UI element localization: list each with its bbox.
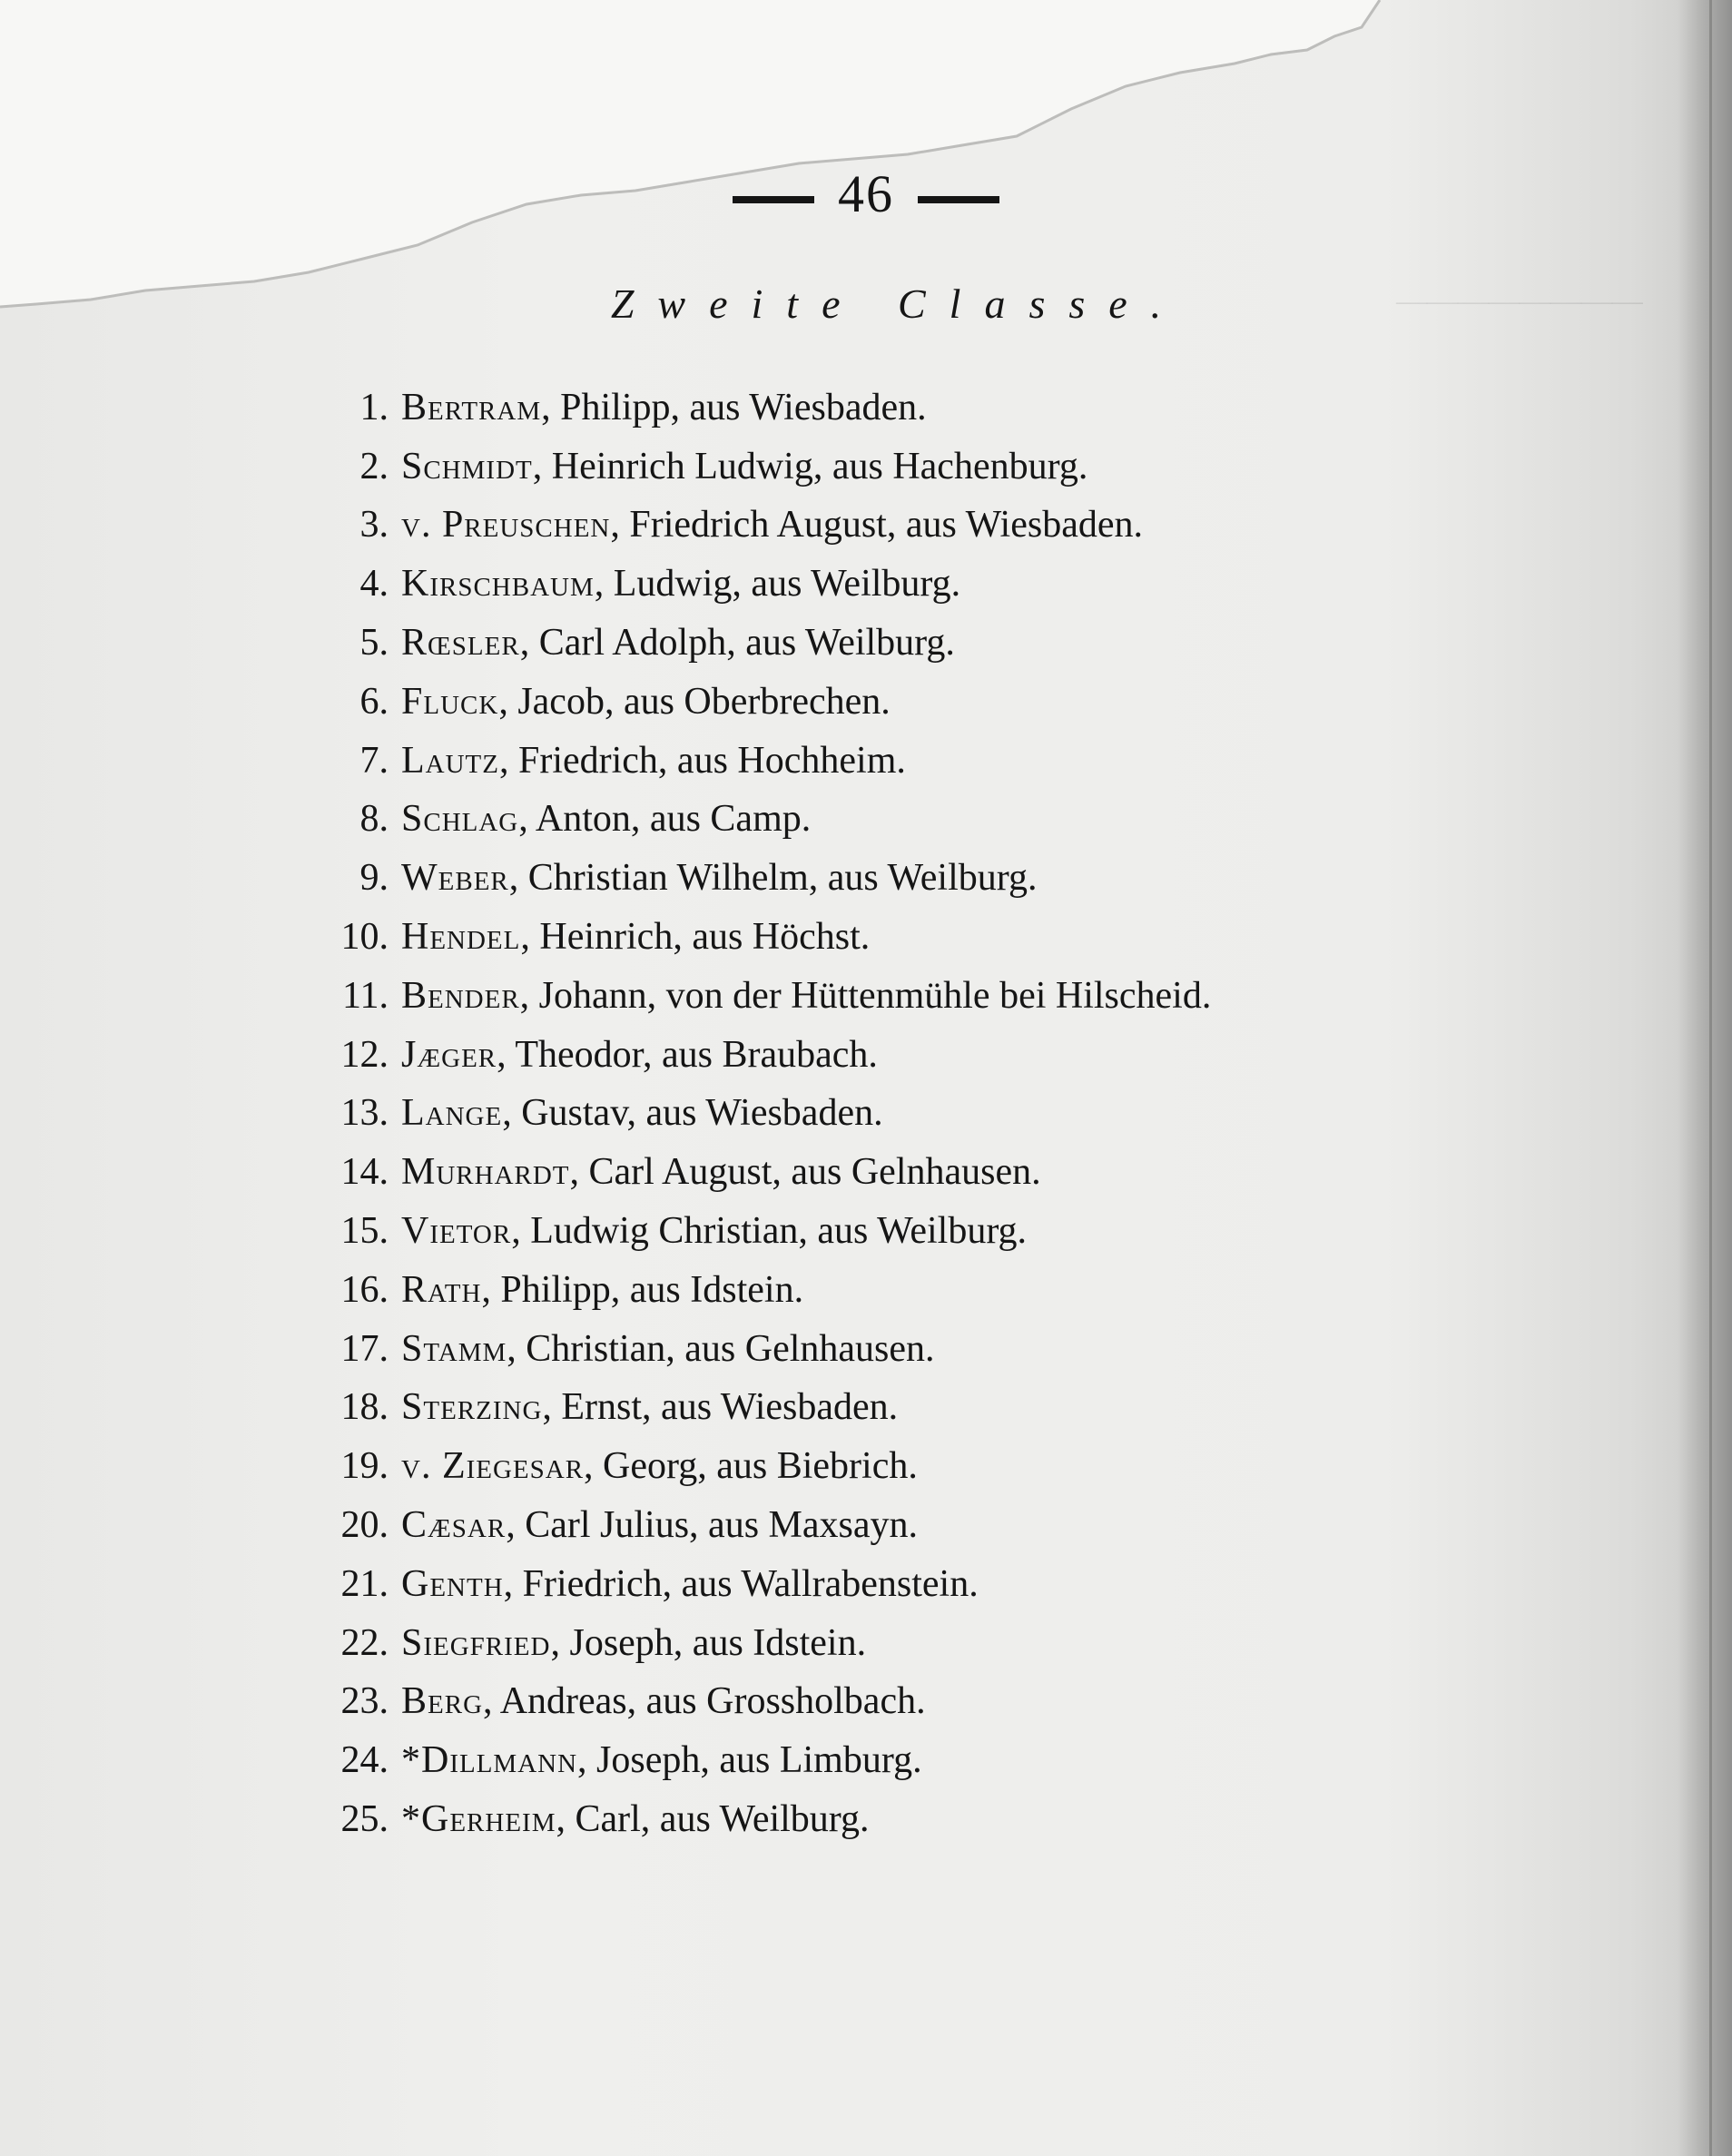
entry-surname: Murhardt <box>401 1151 570 1194</box>
left-dash <box>733 196 814 203</box>
entry-details: , Jacob, aus Oberbrechen. <box>498 680 891 723</box>
entry-details: , Friedrich, aus Hochheim. <box>498 739 906 782</box>
entry-number: 12. <box>340 1033 389 1076</box>
page-number-value: 46 <box>838 164 894 223</box>
entry-details: , Heinrich Ludwig, aus Hachenburg. <box>532 445 1088 487</box>
entry-number: 21. <box>340 1562 389 1605</box>
entry-surname: Lautz <box>401 739 499 782</box>
entry-surname: Kirschbaum <box>401 563 595 605</box>
entry-number: 4. <box>359 563 389 605</box>
entry-number: 22. <box>340 1621 389 1664</box>
entry-details: , Friedrich August, aus Wiesbaden. <box>610 504 1143 546</box>
entry-surname: Fluck <box>401 680 499 723</box>
list-item <box>318 841 1498 900</box>
list-item <box>318 1077 1498 1136</box>
entry-details: , Joseph, aus Idstein. <box>550 1621 867 1664</box>
list-item <box>318 1371 1498 1430</box>
entry-details: , Carl Adolph, aus Weilburg. <box>519 621 955 664</box>
show-through-line: ———————— <box>1396 284 1643 318</box>
entry-details: , Gustav, aus Wiesbaden. <box>502 1092 883 1135</box>
entry-number: 11. <box>342 974 389 1017</box>
entry-details: , Theodor, aus Braubach. <box>497 1033 878 1076</box>
entry-number: 18. <box>340 1386 389 1429</box>
entry-details: , Carl, aus Weilburg. <box>556 1797 870 1840</box>
list-item <box>318 1429 1498 1488</box>
list-item <box>318 1194 1498 1253</box>
entry-number: 23. <box>340 1680 389 1723</box>
entry-number: 1. <box>359 386 389 428</box>
entry-surname: v. Ziegesar <box>401 1445 585 1488</box>
entry-number: 8. <box>359 798 389 841</box>
entry-surname: v. Preuschen <box>401 504 611 546</box>
entry-number: 25. <box>340 1797 389 1840</box>
entry-details: , Georg, aus Biebrich. <box>584 1445 918 1488</box>
list-item <box>318 1488 1498 1547</box>
entry-details: , Anton, aus Camp. <box>518 798 812 841</box>
list-item <box>318 900 1498 959</box>
entry-details: , Johann, von der Hüttenmühle bei Hilscheid. <box>519 974 1212 1017</box>
entry-details: , Carl August, aus Gelnhausen. <box>569 1151 1041 1194</box>
entry-surname: Jæger <box>401 1033 497 1076</box>
entry-number: 5. <box>359 621 389 664</box>
list-item <box>318 1782 1498 1841</box>
entry-number: 13. <box>340 1092 389 1135</box>
entry-surname: Hendel <box>401 915 521 958</box>
entry-number: 2. <box>359 445 389 487</box>
entry-number: 15. <box>340 1209 389 1252</box>
entry-details: , Ludwig Christian, aus Weilburg. <box>511 1209 1028 1252</box>
list-item <box>318 783 1498 842</box>
list-item <box>318 1606 1498 1665</box>
entry-number: 10. <box>340 915 389 958</box>
entry-surname: Genth <box>401 1562 504 1605</box>
list-item <box>318 959 1498 1018</box>
entry-details: , Friedrich, aus Wallrabenstein. <box>503 1562 979 1605</box>
list-item <box>318 665 1498 724</box>
section-title: Zweite Classe. <box>610 281 1186 327</box>
entry-surname: Bender <box>401 974 520 1017</box>
list-item <box>318 605 1498 665</box>
list-item <box>318 1723 1498 1782</box>
entry-surname: Schmidt <box>401 445 533 487</box>
entry-details: , Joseph, aus Limburg. <box>577 1739 922 1782</box>
entry-number: 24. <box>340 1739 389 1782</box>
list-item <box>318 429 1498 488</box>
entry-number: 7. <box>359 739 389 782</box>
entry-surname: Schlag <box>401 798 519 841</box>
entry-surname: Vietor <box>401 1209 512 1252</box>
entry-number: 16. <box>340 1268 389 1311</box>
entry-details: , Heinrich, aus Höchst. <box>520 915 871 958</box>
entry-surname: Weber <box>401 857 509 900</box>
entry-surname: Bertram <box>401 386 542 428</box>
entry-details: , Christian, aus Gelnhausen. <box>507 1327 935 1370</box>
entry-number: 6. <box>359 680 389 723</box>
entry-number: 14. <box>340 1151 389 1194</box>
entry-surname: Rœsler <box>401 621 520 664</box>
list-item <box>318 1253 1498 1312</box>
list-item <box>318 488 1498 547</box>
list-item <box>318 1312 1498 1371</box>
entry-surname: Rath <box>401 1268 482 1311</box>
entry-number: 17. <box>340 1327 389 1370</box>
entry-details: , Philipp, aus Idstein. <box>481 1268 804 1311</box>
entry-number: 20. <box>340 1503 389 1546</box>
entry-details: , Ernst, aus Wiesbaden. <box>542 1386 899 1429</box>
entry-number: 3. <box>359 504 389 546</box>
entry-surname: Sterzing <box>401 1386 543 1429</box>
entry-details: , Ludwig, aus Weilburg. <box>594 563 961 605</box>
entry-surname: *Gerheim <box>401 1797 556 1840</box>
list-item <box>318 370 1498 429</box>
entry-number: 19. <box>340 1445 389 1488</box>
student-list <box>318 370 1498 1841</box>
entry-surname: Lange <box>401 1092 503 1135</box>
right-dash <box>918 196 999 203</box>
list-item <box>318 1135 1498 1194</box>
entry-number: 9. <box>359 857 389 900</box>
list-item <box>318 546 1498 605</box>
entry-details: , Andreas, aus Grossholbach. <box>483 1680 926 1723</box>
entry-surname: Stamm <box>401 1327 507 1370</box>
entry-surname: *Dillmann <box>401 1739 578 1782</box>
list-item <box>318 1018 1498 1077</box>
list-item <box>318 724 1498 783</box>
entry-details: , Carl Julius, aus Maxsayn. <box>506 1503 919 1546</box>
list-item <box>318 1665 1498 1724</box>
entry-details: , Christian Wilhelm, aus Weilburg. <box>508 857 1038 900</box>
list-item <box>318 1547 1498 1606</box>
entry-surname: Siegfried <box>401 1621 551 1664</box>
entry-surname: Cæsar <box>401 1503 507 1546</box>
entry-surname: Berg <box>401 1680 484 1723</box>
entry-details: , Philipp, aus Wiesbaden. <box>541 386 927 428</box>
page-number <box>0 163 1732 224</box>
